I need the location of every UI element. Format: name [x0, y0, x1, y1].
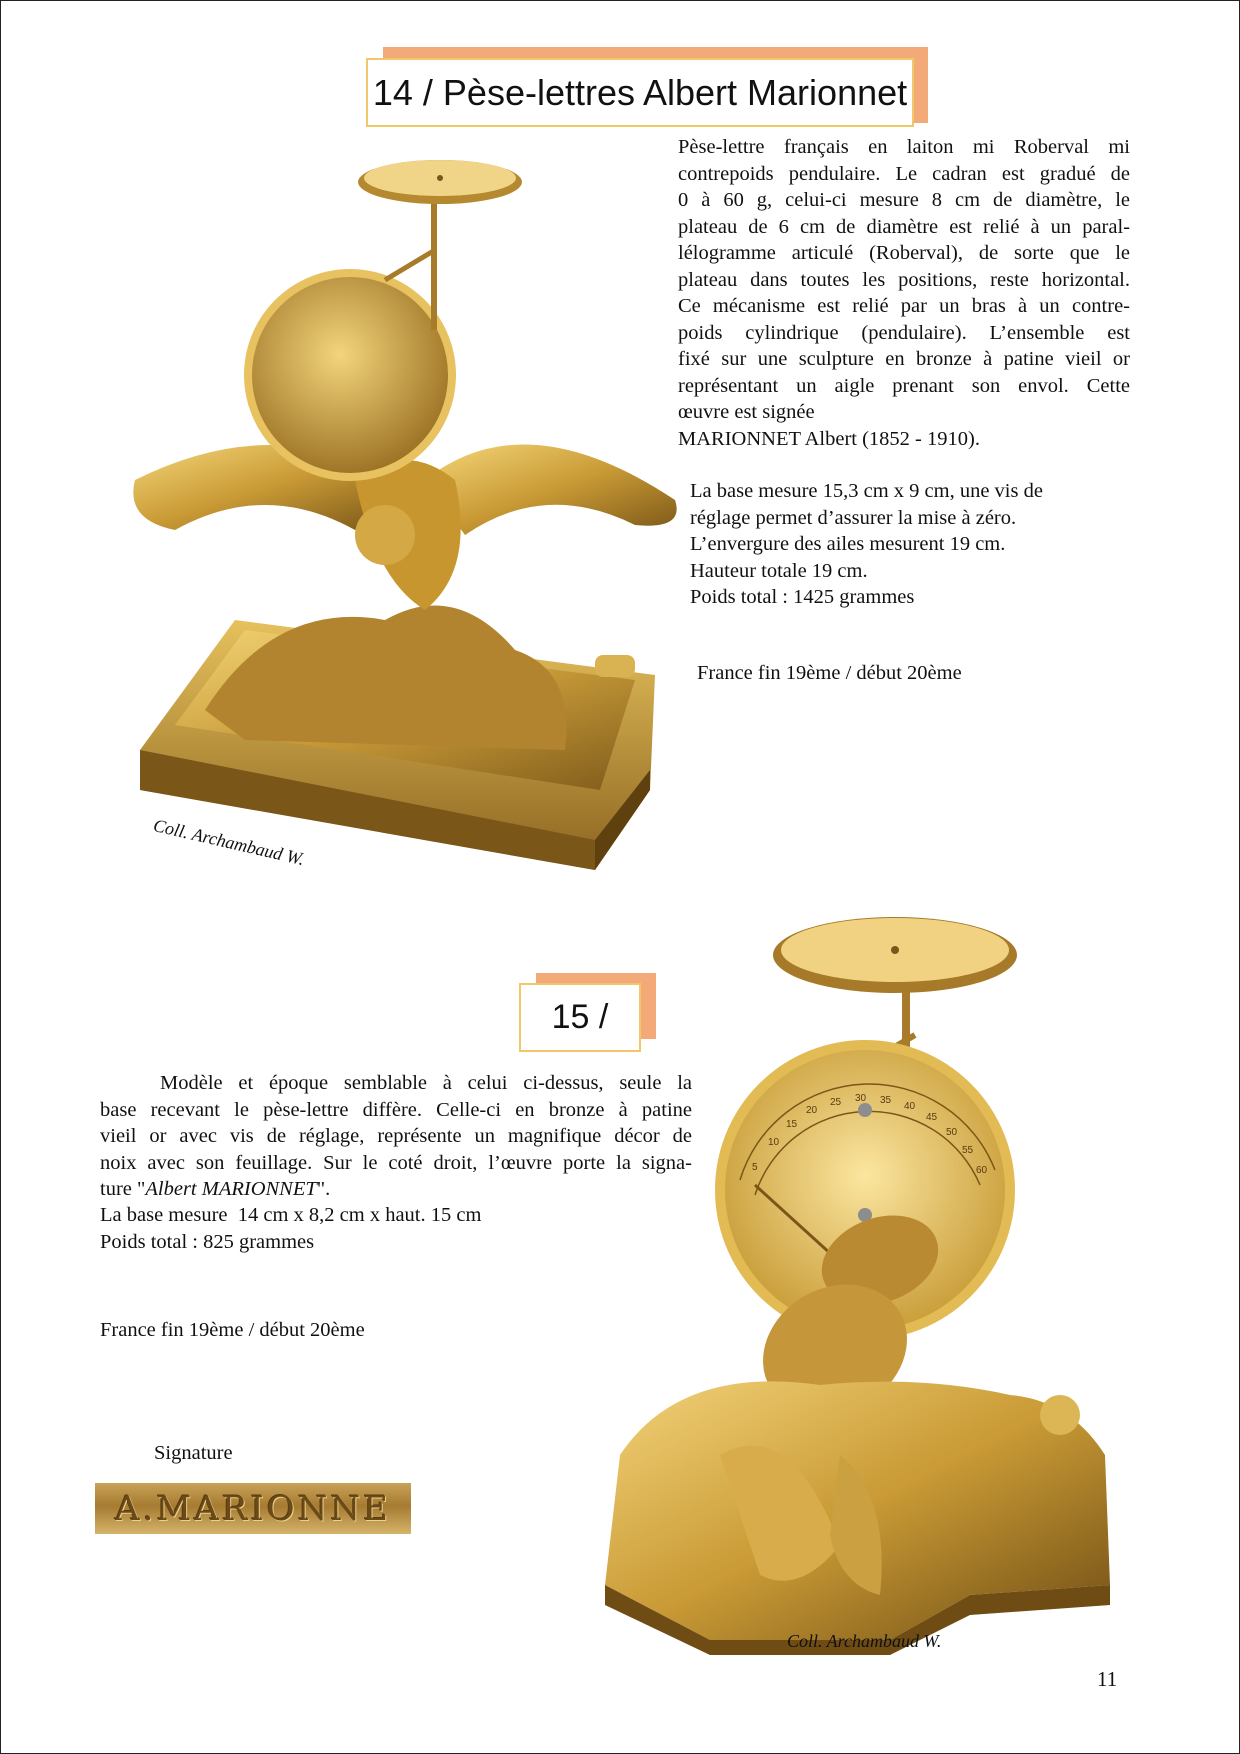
desc15-line-3: vieil or avec vis de réglage, représente un magnifique décor de — [100, 1125, 692, 1147]
walnut-letter-scale-photo — [590, 895, 1150, 1655]
desc15-line-4: noix avec son feuillage. Sur le coté droit, l’œuvre porte la signa- — [100, 1151, 692, 1174]
desc15-line-1 — [100, 1070, 692, 1097]
item-14-measurements — [690, 478, 1120, 611]
signature-plate-image — [95, 1483, 411, 1534]
dial-tick-60: 60 — [976, 1165, 988, 1176]
signature-line-prefix: ture " — [100, 1178, 146, 1200]
title-15-text: 15 / — [551, 998, 609, 1036]
item-14-description — [678, 134, 1130, 452]
dial-tick-15: 15 — [786, 1119, 798, 1130]
eagle-letter-scale-photo — [95, 150, 695, 870]
meas15-line-1: La base mesure 14 cm x 8,2 cm x haut. 15 cm — [100, 1204, 482, 1226]
meas14-line-1: La base mesure 15,3 cm x 9 cm, une vis de — [690, 480, 1043, 502]
desc14-line-11: œuvre est signée — [678, 401, 815, 423]
title-14 — [366, 58, 914, 127]
dial-tick-5: 5 — [752, 1162, 758, 1173]
signature-label: Signature — [154, 1442, 233, 1464]
photo-credit-14: Coll. Archambaud W. — [151, 815, 307, 870]
dial-tick-45: 45 — [926, 1112, 938, 1123]
dial-tick-55: 55 — [962, 1145, 974, 1156]
desc14-line-4: plateau de 6 cm de diamètre est relié à un paral- — [678, 215, 1130, 238]
item-15-measurements — [100, 1202, 660, 1255]
item-14-origin: France fin 19ème / début 20ème — [697, 662, 962, 684]
desc15-line-2: base recevant le pèse-lettre diffère. Celle-ci en bronze à patine — [100, 1098, 692, 1121]
dial-tick-20: 20 — [806, 1105, 818, 1116]
signature-plate-text: A.MARIONNE — [115, 1488, 391, 1529]
item-15-origin: France fin 19ème / début 20ème — [100, 1319, 365, 1341]
meas14-line-3: L’envergure des ailes mesurent 19 cm. — [690, 533, 1006, 555]
dial-tick-40: 40 — [904, 1101, 916, 1112]
signature-line-suffix: ". — [316, 1178, 331, 1200]
desc14-line-1: Pèse-lettre français en laiton mi Roberval mi — [678, 136, 1130, 158]
meas15-line-2: Poids total : 825 grammes — [100, 1230, 315, 1253]
photo-credit-15: Coll. Archambaud W. — [787, 1631, 942, 1651]
desc14-line-7: Ce mécanisme est relié par un bras à un contre- — [678, 295, 1130, 317]
desc15-line-5 — [100, 1176, 692, 1203]
item-15-description — [100, 1070, 692, 1203]
dial-tick-35: 35 — [880, 1095, 892, 1106]
title-14-text: 14 / Pèse-lettres Albert Marionnet — [372, 71, 908, 113]
desc14-line-12: MARIONNET Albert (1852 - 1910). — [678, 427, 980, 450]
desc14-line-2: contrepoids pendulaire. Le cadran est gradué de — [678, 162, 1130, 185]
desc14-line-8: poids cylindrique (pendulaire). L’ensemble est — [678, 321, 1130, 344]
meas14-line-5: Poids total : 1425 grammes — [690, 586, 915, 608]
desc14-line-10: représentant un aigle prenant son envol. Cette — [678, 374, 1130, 397]
page-number: 11 — [1097, 1667, 1118, 1691]
desc14-line-3: 0 à 60 g, celui-ci mesure 8 cm de diamètre, le — [678, 189, 1130, 211]
dial-tick-50: 50 — [946, 1127, 958, 1138]
desc15-line-1-text: Modèle et époque semblable à celui ci-dessus, seule la — [160, 1072, 692, 1094]
desc14-line-6: plateau dans toutes les positions, reste horizontal. — [678, 268, 1130, 291]
desc14-line-5: lélogramme articulé (Roberval), de sorte que le — [678, 242, 1130, 264]
dial-tick-30: 30 — [855, 1093, 867, 1104]
dial-tick-10: 10 — [768, 1137, 780, 1148]
meas14-line-4: Hauteur totale 19 cm. — [690, 559, 868, 582]
signature-line-name: Albert MARIONNET — [145, 1178, 317, 1200]
dial-tick-25: 25 — [830, 1097, 842, 1108]
meas14-line-2: réglage permet d’assurer la mise à zéro. — [690, 506, 1017, 529]
desc14-line-9: fixé sur une sculpture en bronze à patine vieil or — [678, 348, 1130, 370]
